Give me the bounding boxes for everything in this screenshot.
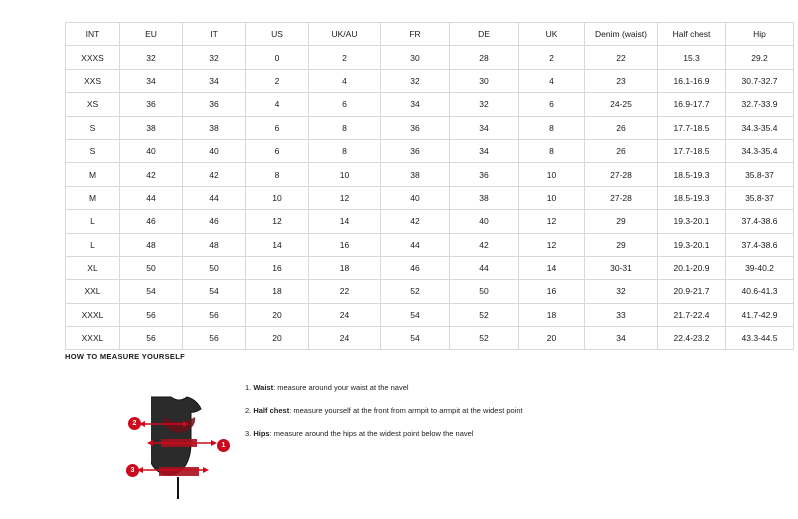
table-cell: 10	[246, 186, 309, 209]
table-cell: 20	[246, 303, 309, 326]
table-cell-size-label: XL	[66, 256, 120, 279]
table-cell: 44	[450, 256, 519, 279]
measure-step	[245, 429, 745, 439]
table-row	[66, 280, 794, 303]
table-header-cell: IT	[183, 23, 246, 46]
table-cell: 16	[309, 233, 381, 256]
table-cell: 52	[450, 303, 519, 326]
table-cell: 18.5-19.3	[658, 186, 726, 209]
table-cell: 56	[183, 327, 246, 350]
table-cell: 24	[309, 303, 381, 326]
table-cell: 18	[246, 280, 309, 303]
measure-step-text: : measure around your waist at the navel	[273, 383, 409, 392]
table-cell: 32	[450, 93, 519, 116]
table-cell: 50	[450, 280, 519, 303]
table-cell: 21.7-22.4	[658, 303, 726, 326]
measure-badge-3: 3	[126, 464, 139, 477]
table-cell-size-label: XS	[66, 93, 120, 116]
table-cell: 2	[246, 69, 309, 92]
table-cell: 52	[450, 327, 519, 350]
table-cell: 34	[120, 69, 183, 92]
table-header-cell: DE	[450, 23, 519, 46]
measure-badge-2: 2	[128, 417, 141, 430]
measure-badge-1: 1	[217, 439, 230, 452]
table-cell: 20.9-21.7	[658, 280, 726, 303]
table-cell: 18.5-19.3	[658, 163, 726, 186]
table-header-cell: INT	[66, 23, 120, 46]
table-cell: 30-31	[585, 256, 658, 279]
table-cell: 14	[309, 210, 381, 233]
table-cell: 52	[381, 280, 450, 303]
table-cell: 19.3-20.1	[658, 233, 726, 256]
table-cell: 34	[183, 69, 246, 92]
table-cell: 6	[519, 93, 585, 116]
table-cell: 30.7-32.7	[726, 69, 794, 92]
table-cell: 42	[120, 163, 183, 186]
table-cell-size-label: S	[66, 139, 120, 162]
table-cell: 8	[519, 116, 585, 139]
table-cell: 34.3-35.4	[726, 139, 794, 162]
table-header-cell: Denim (waist)	[585, 23, 658, 46]
table-cell: 43.3-44.5	[726, 327, 794, 350]
table-cell: 29	[585, 233, 658, 256]
table-cell: 36	[450, 163, 519, 186]
table-cell: 12	[246, 210, 309, 233]
table-cell: 8	[309, 116, 381, 139]
table-cell: 22	[309, 280, 381, 303]
table-cell: 56	[183, 303, 246, 326]
table-cell: 36	[381, 139, 450, 162]
table-row	[66, 163, 794, 186]
measure-step-number: 2.	[245, 405, 254, 415]
measure-step-term: Waist	[253, 383, 274, 392]
table-cell: 38	[120, 116, 183, 139]
table-cell: 38	[381, 163, 450, 186]
table-cell: 40	[120, 139, 183, 162]
table-cell: 15.3	[658, 46, 726, 69]
table-cell-size-label: XXS	[66, 69, 120, 92]
table-cell: 8	[309, 139, 381, 162]
table-row	[66, 139, 794, 162]
table-cell: 18	[519, 303, 585, 326]
table-cell: 22	[585, 46, 658, 69]
table-cell: 48	[183, 233, 246, 256]
table-cell: 16	[246, 256, 309, 279]
table-row	[66, 186, 794, 209]
table-cell: 44	[183, 186, 246, 209]
table-cell: 12	[519, 210, 585, 233]
table-cell: 40	[381, 186, 450, 209]
table-row	[66, 93, 794, 116]
table-cell: 42	[381, 210, 450, 233]
table-cell: 14	[519, 256, 585, 279]
table-cell: 32	[381, 69, 450, 92]
table-cell: 35.8-37	[726, 186, 794, 209]
table-cell-size-label: XXXL	[66, 327, 120, 350]
table-cell: 30	[450, 69, 519, 92]
table-cell: 0	[246, 46, 309, 69]
table-cell: 32	[120, 46, 183, 69]
table-cell-size-label: M	[66, 186, 120, 209]
table-cell: 39-40.2	[726, 256, 794, 279]
table-cell: 24	[309, 327, 381, 350]
table-cell: 56	[120, 303, 183, 326]
table-row	[66, 210, 794, 233]
table-cell: 10	[519, 163, 585, 186]
table-cell: 54	[120, 280, 183, 303]
measure-step	[245, 383, 745, 393]
table-cell: 44	[120, 186, 183, 209]
table-cell: 46	[120, 210, 183, 233]
table-cell: 38	[450, 186, 519, 209]
measure-step-text: : measure around the hips at the widest point below the navel	[269, 428, 474, 438]
table-cell: 6	[246, 116, 309, 139]
table-cell: 34	[450, 139, 519, 162]
table-header-cell: EU	[120, 23, 183, 46]
table-cell: 4	[309, 69, 381, 92]
table-row	[66, 303, 794, 326]
table-cell: 44	[381, 233, 450, 256]
table-cell: 40	[450, 210, 519, 233]
table-row	[66, 116, 794, 139]
table-cell: 40.6-41.3	[726, 280, 794, 303]
table-header-cell: Half chest	[658, 23, 726, 46]
measure-step-term: Half chest	[253, 405, 290, 415]
table-cell: 10	[519, 186, 585, 209]
table-cell: 36	[120, 93, 183, 116]
measure-step-number: 3.	[245, 428, 254, 438]
table-cell: 50	[183, 256, 246, 279]
table-row	[66, 46, 794, 69]
table-cell: 17.7-18.5	[658, 116, 726, 139]
table-cell: 34	[381, 93, 450, 116]
table-cell-size-label: XXXS	[66, 46, 120, 69]
table-row	[66, 69, 794, 92]
table-cell: 2	[519, 46, 585, 69]
table-cell: 35.8-37	[726, 163, 794, 186]
table-cell: 16.1-16.9	[658, 69, 726, 92]
table-cell: 8	[519, 139, 585, 162]
table-cell: 10	[309, 163, 381, 186]
table-cell: 46	[183, 210, 246, 233]
table-cell-size-label: XXL	[66, 280, 120, 303]
table-cell: 30	[381, 46, 450, 69]
table-cell: 50	[120, 256, 183, 279]
table-cell: 34	[450, 116, 519, 139]
table-cell: 48	[120, 233, 183, 256]
table-cell: 56	[120, 327, 183, 350]
table-cell-size-label: S	[66, 116, 120, 139]
how-to-measure-title: HOW TO MEASURE YOURSELF	[65, 352, 185, 361]
table-cell: 4	[519, 69, 585, 92]
table-cell: 33	[585, 303, 658, 326]
table-header-cell: US	[246, 23, 309, 46]
table-cell: 4	[246, 93, 309, 116]
table-cell: 27-28	[585, 163, 658, 186]
table-cell: 17.7-18.5	[658, 139, 726, 162]
measure-steps-list	[245, 383, 745, 451]
measure-step-text: : measure yourself at the front from armpit to armpit at the widest point	[289, 405, 523, 415]
table-cell: 22.4-23.2	[658, 327, 726, 350]
how-to-measure-body	[65, 371, 765, 501]
table-cell: 32	[183, 46, 246, 69]
measure-step	[245, 406, 745, 416]
table-cell: 6	[309, 93, 381, 116]
table-cell: 42	[183, 163, 246, 186]
table-cell-size-label: XXXL	[66, 303, 120, 326]
table-row	[66, 233, 794, 256]
table-cell: 14	[246, 233, 309, 256]
table-row	[66, 327, 794, 350]
table-cell: 42	[450, 233, 519, 256]
table-cell: 20	[246, 327, 309, 350]
table-cell: 54	[381, 327, 450, 350]
measure-step-number: 1.	[245, 383, 254, 392]
table-cell: 26	[585, 139, 658, 162]
table-cell: 18	[309, 256, 381, 279]
table-cell: 37.4-38.6	[726, 210, 794, 233]
table-cell: 6	[246, 139, 309, 162]
table-cell: 29	[585, 210, 658, 233]
table-cell: 41.7-42.9	[726, 303, 794, 326]
table-cell: 20.1-20.9	[658, 256, 726, 279]
table-header-cell: UK	[519, 23, 585, 46]
table-cell: 27-28	[585, 186, 658, 209]
table-cell: 20	[519, 327, 585, 350]
table-header-cell: FR	[381, 23, 450, 46]
table-cell: 34	[585, 327, 658, 350]
table-cell: 19.3-20.1	[658, 210, 726, 233]
table-cell: 38	[183, 116, 246, 139]
table-cell: 37.4-38.6	[726, 233, 794, 256]
table-cell: 29.2	[726, 46, 794, 69]
table-body	[66, 46, 794, 350]
table-header-row	[66, 23, 794, 46]
table-cell: 40	[183, 139, 246, 162]
table-header-cell: UK/AU	[309, 23, 381, 46]
table-cell: 12	[519, 233, 585, 256]
measure-step-term: Hips	[253, 428, 270, 438]
table-cell: 46	[381, 256, 450, 279]
table-cell: 34.3-35.4	[726, 116, 794, 139]
table-cell: 32.7-33.9	[726, 93, 794, 116]
how-to-measure-section	[65, 352, 765, 501]
table-cell: 54	[183, 280, 246, 303]
table-cell: 36	[381, 116, 450, 139]
table-cell-size-label: L	[66, 210, 120, 233]
table-cell-size-label: M	[66, 163, 120, 186]
size-chart-table	[65, 22, 794, 350]
table-cell: 54	[381, 303, 450, 326]
table-cell: 28	[450, 46, 519, 69]
size-chart-table-container	[65, 22, 778, 350]
table-row	[66, 256, 794, 279]
mannequin-figure	[125, 377, 245, 507]
table-cell: 2	[309, 46, 381, 69]
table-cell: 12	[309, 186, 381, 209]
table-cell: 16.9-17.7	[658, 93, 726, 116]
table-cell: 8	[246, 163, 309, 186]
table-cell: 26	[585, 116, 658, 139]
table-cell: 32	[585, 280, 658, 303]
table-cell-size-label: L	[66, 233, 120, 256]
table-header-cell: Hip	[726, 23, 794, 46]
table-cell: 36	[183, 93, 246, 116]
table-cell: 16	[519, 280, 585, 303]
table-cell: 23	[585, 69, 658, 92]
table-cell: 24-25	[585, 93, 658, 116]
